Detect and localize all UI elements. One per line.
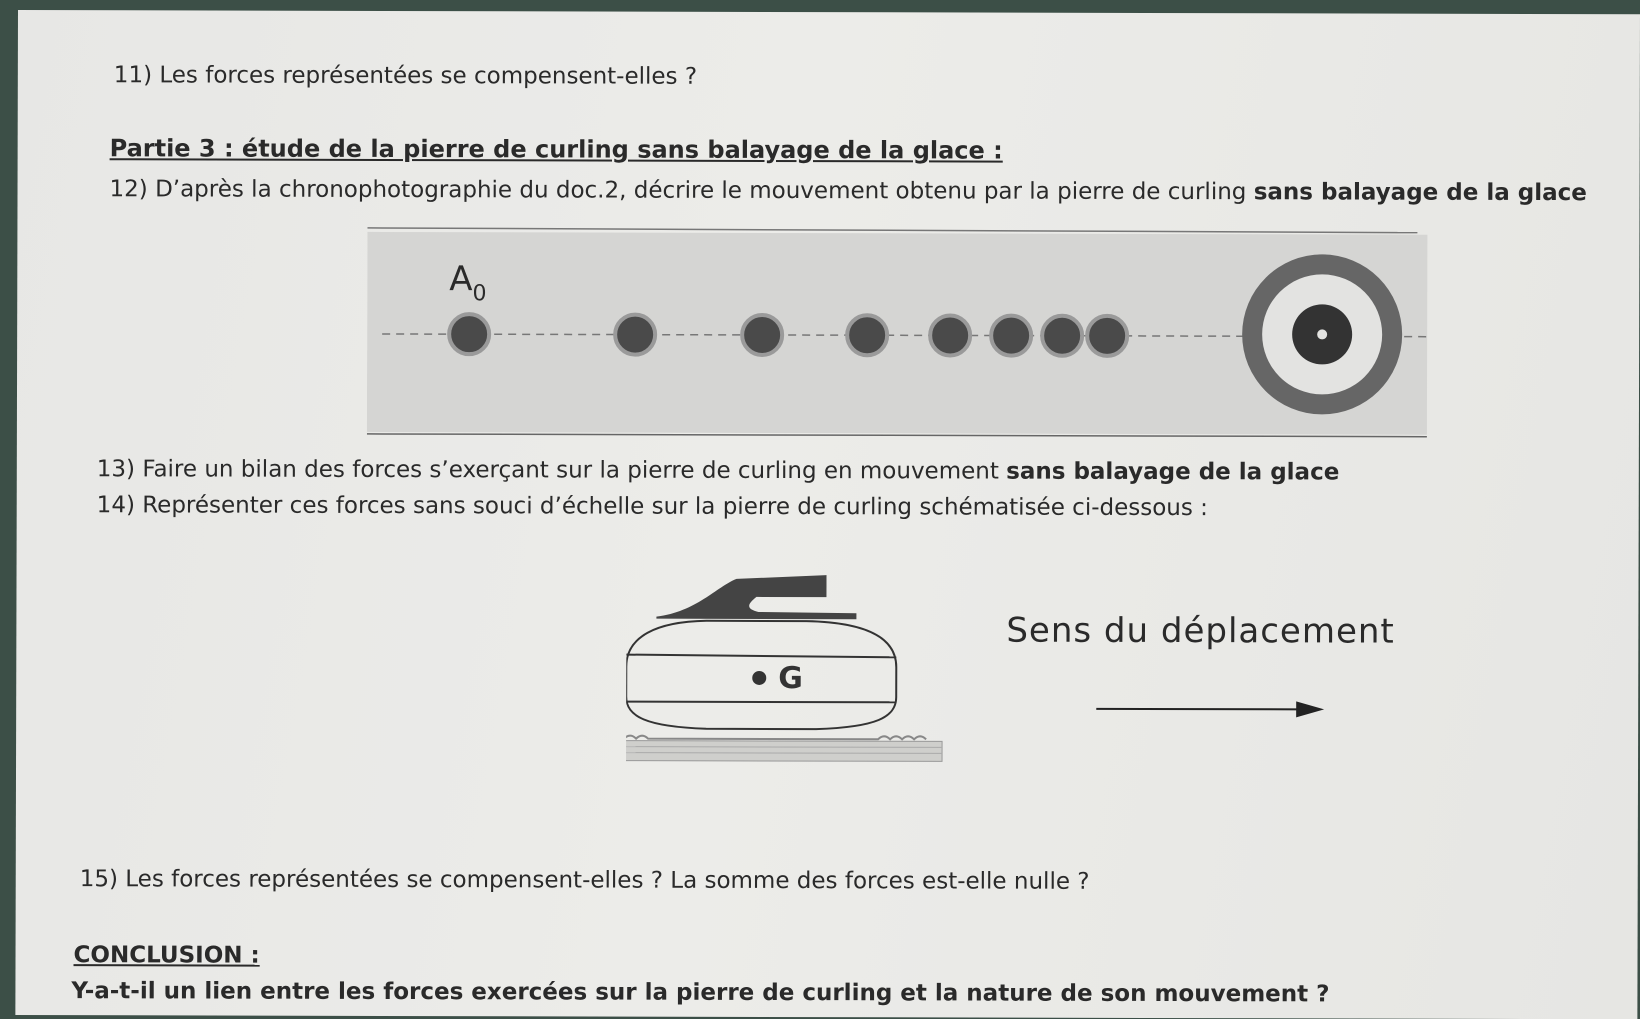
stone-position-1 bbox=[449, 314, 489, 354]
question-13 bbox=[97, 456, 1340, 485]
stone-band-bottom bbox=[626, 702, 896, 703]
stone-position-5 bbox=[930, 315, 970, 355]
position-label-a0: $A_0$ bbox=[449, 259, 487, 307]
conclusion-title: CONCLUSION : bbox=[73, 942, 260, 969]
stone-band-top bbox=[626, 655, 896, 658]
stone-position-3 bbox=[742, 315, 782, 355]
question-11: 11) Les forces représentées se compensent-elles ? bbox=[113, 62, 698, 90]
question-12-emphasis: sans balayage de la glace bbox=[1253, 179, 1587, 207]
stone-position-6 bbox=[991, 316, 1031, 356]
ice-surface bbox=[626, 735, 942, 761]
question-15: 15) Les forces représentées se compensent-elles ? La somme des forces est-elle nulle ? bbox=[79, 866, 1090, 895]
center-of-gravity-point bbox=[752, 671, 766, 685]
worksheet-page bbox=[15, 10, 1640, 1019]
center-of-gravity-label: G bbox=[778, 660, 803, 697]
stone-position-7 bbox=[1042, 316, 1082, 356]
direction-label: Sens du déplacement bbox=[1006, 610, 1395, 652]
curling-stone-diagram bbox=[626, 567, 1007, 808]
stone-handle bbox=[656, 575, 856, 620]
house-center bbox=[1317, 329, 1327, 339]
house-target bbox=[1242, 254, 1402, 414]
ice-block bbox=[626, 740, 942, 761]
question-13-text: 13) Faire un bilan des forces s’exerçant sur la pierre de curling en mouvement bbox=[96, 456, 1007, 485]
direction-arrow bbox=[1096, 699, 1336, 720]
chronophotography-figure bbox=[367, 226, 1468, 449]
part-3-title: Partie 3 : étude de la pierre de curling sans balayage de la glace : bbox=[109, 134, 1003, 165]
ice-texture bbox=[626, 735, 926, 739]
arrow-head bbox=[1296, 701, 1324, 717]
question-12 bbox=[109, 176, 1586, 206]
bottom-border bbox=[367, 434, 1427, 437]
top-border bbox=[367, 228, 1417, 233]
stone-position-2 bbox=[615, 315, 655, 355]
question-12-text: 12) D’après la chronophotographie du doc.2, décrire le mouvement obtenu par la pierre de curling bbox=[109, 176, 1254, 206]
question-13-emphasis: sans balayage de la glace bbox=[1006, 458, 1340, 486]
stone-position-4 bbox=[847, 315, 887, 355]
conclusion-question: Y-a-t-il un lien entre les forces exercées sur la pierre de curling et la nature de son mouvement ? bbox=[71, 978, 1330, 1008]
arrow-shaft bbox=[1096, 709, 1301, 710]
stone-position-8 bbox=[1087, 316, 1127, 356]
question-14: 14) Représenter ces forces sans souci d’échelle sur la pierre de curling schématisée ci-dessous : bbox=[96, 492, 1208, 522]
